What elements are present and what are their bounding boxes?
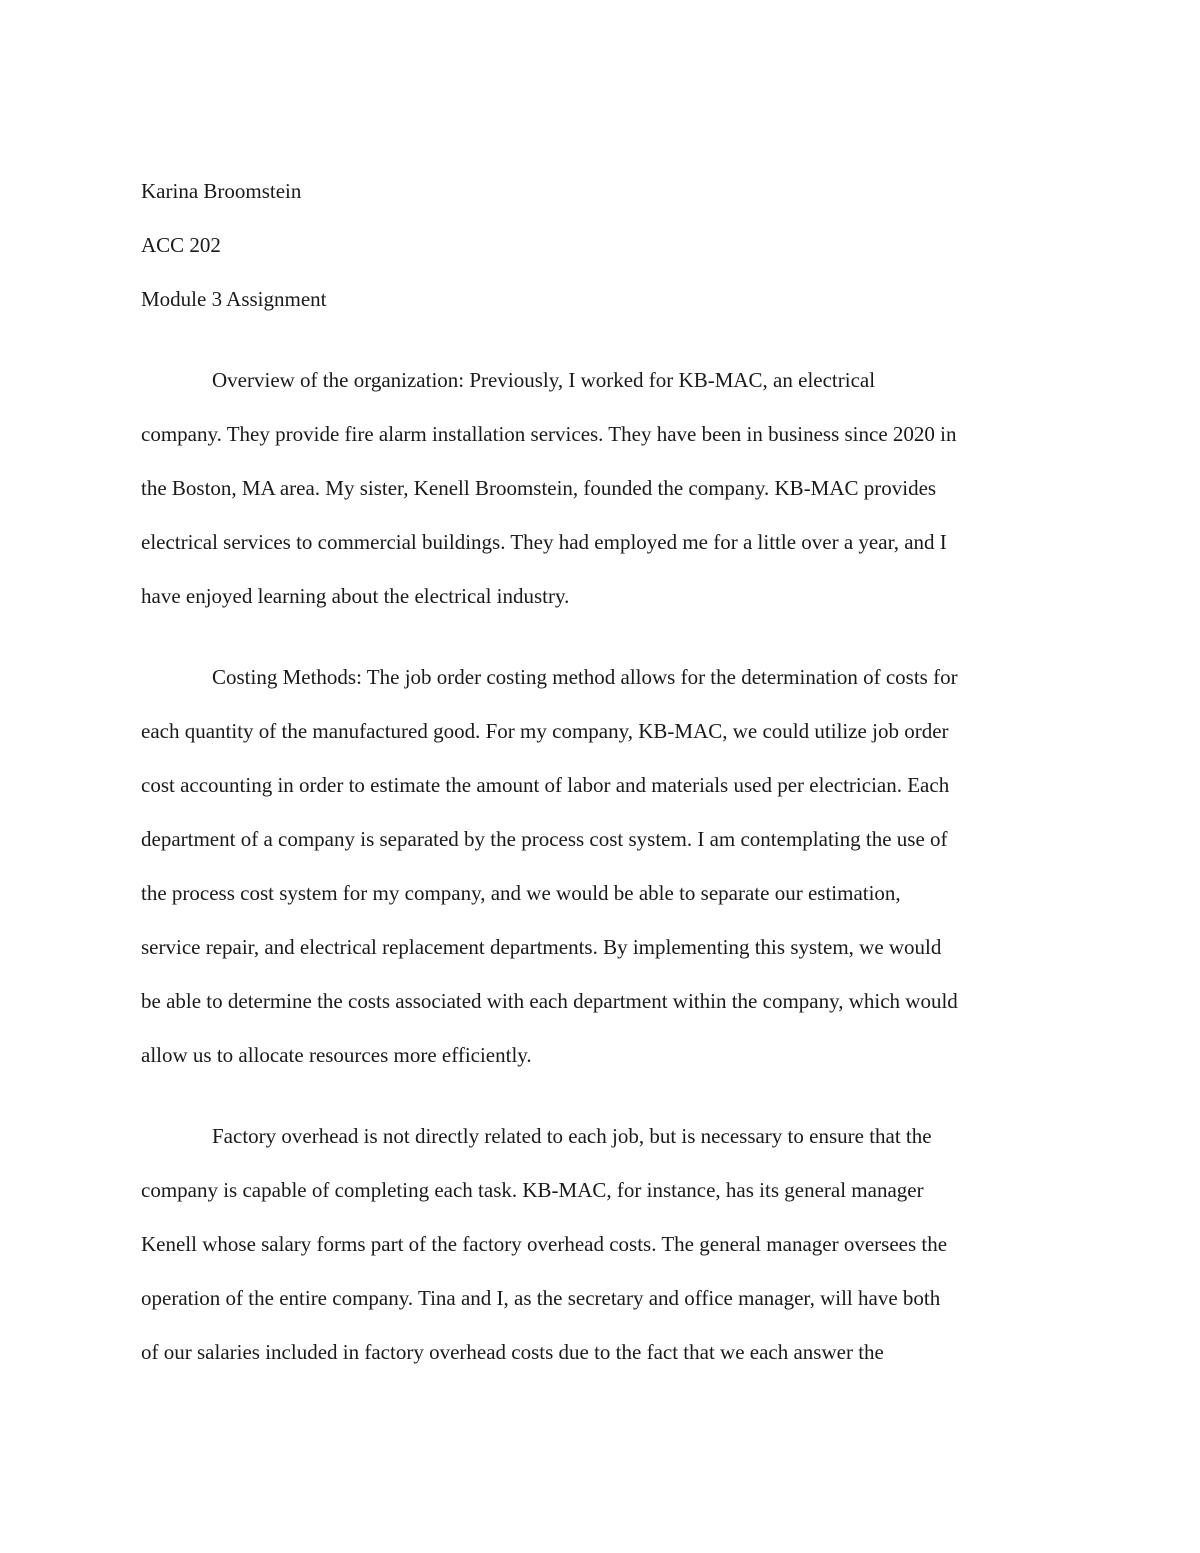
paragraph-factory-overhead xyxy=(141,1109,1066,1379)
paragraph-line: cost accounting in order to estimate the amount of labor and materials used per electrician. Each xyxy=(141,773,950,797)
paragraph-gap xyxy=(141,326,1066,353)
paragraph-line: Factory overhead is not directly related to each job, but is necessary to ensure that the xyxy=(212,1124,932,1148)
paragraph-line: electrical services to commercial buildings. They had employed me for a little over a year, and I xyxy=(141,530,947,554)
paragraph-line: be able to determine the costs associated with each department within the company, which would xyxy=(141,989,958,1013)
paragraph-costing-methods xyxy=(141,650,1066,1082)
paragraph-overview xyxy=(141,353,1066,623)
paragraph-line: allow us to allocate resources more efficiently. xyxy=(141,1043,532,1067)
paragraph-line: the process cost system for my company, and we would be able to separate our estimation, xyxy=(141,881,901,905)
paragraph-line: service repair, and electrical replacement departments. By implementing this system, we would xyxy=(141,935,942,959)
paragraph-line: Overview of the organization: Previously, I worked for KB-MAC, an electrical xyxy=(212,368,876,392)
paragraph-line: each quantity of the manufactured good. For my company, KB-MAC, we could utilize job order xyxy=(141,719,949,743)
paragraph-line: of our salaries included in factory overhead costs due to the fact that we each answer the xyxy=(141,1340,884,1364)
paragraph-line: company is capable of completing each task. KB-MAC, for instance, has its general manager xyxy=(141,1178,924,1202)
paragraph-line: operation of the entire company. Tina and I, as the secretary and office manager, will have both xyxy=(141,1286,941,1310)
paragraph-line: department of a company is separated by the process cost system. I am contemplating the use of xyxy=(141,827,948,851)
document-body xyxy=(141,164,1066,1379)
author-name: Karina Broomstein xyxy=(141,179,302,203)
paragraph-line: company. They provide fire alarm installation services. They have been in business since 2020 in xyxy=(141,422,957,446)
paragraph-line: Costing Methods: The job order costing method allows for the determination of costs for xyxy=(212,665,958,689)
paragraph-line: Kenell whose salary forms part of the factory overhead costs. The general manager oversees the xyxy=(141,1232,948,1256)
paragraph-line: the Boston, MA area. My sister, Kenell Broomstein, founded the company. KB-MAC provides xyxy=(141,476,937,500)
course-code: ACC 202 xyxy=(141,233,221,257)
paragraph-gap xyxy=(141,1082,1066,1109)
paragraph-line: have enjoyed learning about the electrical industry. xyxy=(141,584,570,608)
paragraph-gap xyxy=(141,623,1066,650)
assignment-title: Module 3 Assignment xyxy=(141,287,327,311)
